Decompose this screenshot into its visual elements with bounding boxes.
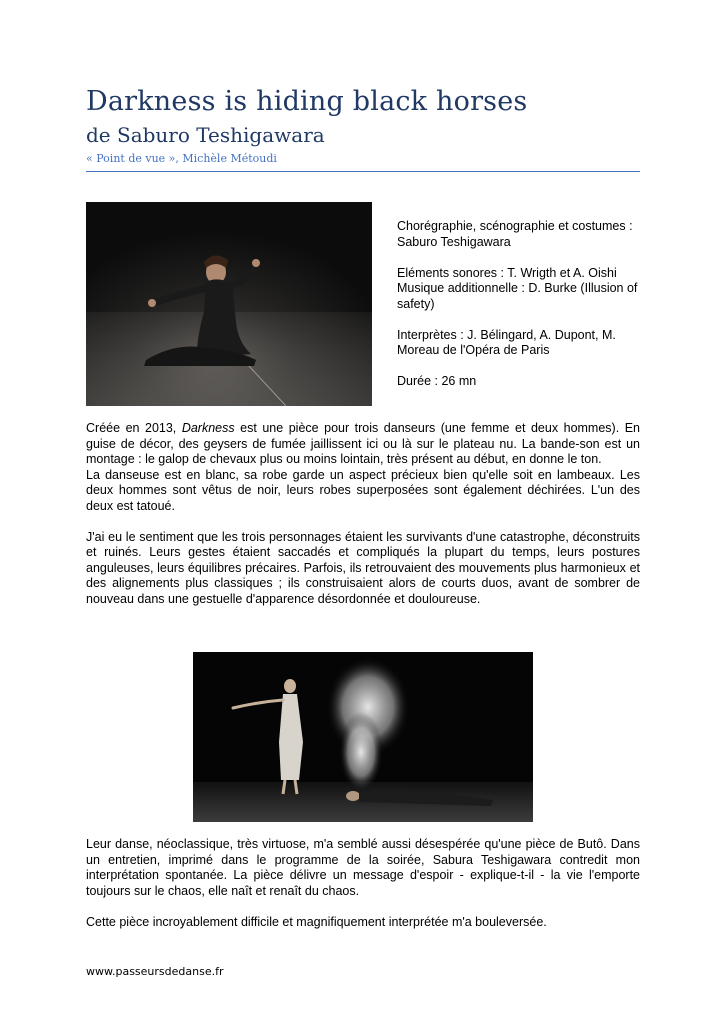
paragraph-interpretation: Leur danse, néoclassique, très virtuose, m'a semblé aussi désespérée qu'une pièce de Butô. Dans un entretien, imprimé dans le programme de la soirée, Sabura Teshigawara contredit mon interprétation spontanée. La pièce délivre un message d'espoir - explique-t-il - la vie l'emporte toujours sur le chaos, elle naît et renaît du chaos. [86,837,640,898]
article-title: Darkness is hiding black horses [86,86,528,117]
website-footer: www.passeursdedanse.fr [86,965,224,978]
paragraph-gap [86,899,640,915]
credit-performers: Interprètes : J. Bélingard, A. Dupont, M. Moreau de l'Opéra de Paris [397,327,616,357]
paragraph-costumes: La danseuse est en blanc, sa robe garde un aspect précieux bien qu'elle soit en lambeaux. Les deux hommes sont vêtus de noir, leurs robes superposées sont également déchirées. L'un des deux est tatoué. [86,467,640,513]
header-divider [86,171,640,172]
intro-start: Créée en 2013, [86,421,182,435]
credit-duration: Durée : 26 mn [397,374,477,388]
paragraph-conclusion: Cette pièce incroyablement difficile et magnifiquement interprétée m'a bouleversée. [86,914,547,929]
article-subtitle: de Saburo Teshigawara [86,123,325,147]
article-body-top [86,421,640,607]
credit-choreography: Chorégraphie, scénographie et costumes : Saburo Teshigawara [397,219,633,249]
byline: « Point de vue », Michèle Métoudi [86,152,277,165]
paragraph-impression: J'ai eu le sentiment que les trois personnages étaient les survivants d'une catastrophe, déconstruits et ruinés. Leurs gestes étaient saccadés et compliqués la plupart du temps, leurs postures anguleuses, leurs équilibres précaires. Parfois, ils retrouvaient des mouvements plus harmonieux et des alignements plus classiques ; ils construisaient alors de courts duos, avant de sombrer de nouveau dans une gestuelle d'apparence désordonnée et douloureuse. [86,529,640,606]
article-body-bottom [86,837,640,930]
dancers-smoke-illustration [193,652,533,822]
dancer-kneeling-photo [86,202,372,406]
credit-music: Musique additionnelle : D. Burke (Illusion of safety) [397,281,638,311]
credit-sound: Eléments sonores : T. Wrigth et A. Oishi [397,265,617,280]
intro-rest: est une pièce pour trois danseurs (une femme et deux hommes). En guise de décor, des geysers de fumée jaillissent ici ou là sur le plateau nu. La bande-son est un montage : le galop de chevaux plus ou moins lointain, très présent au début, en donne le ton. [86,421,640,466]
paragraph-intro [86,421,640,468]
dancers-smoke-photo [193,652,533,822]
dancer-kneeling-illustration [86,202,372,406]
work-title-italic: Darkness [181,421,235,435]
paragraph-gap [86,514,640,530]
credits-block [397,219,642,405]
